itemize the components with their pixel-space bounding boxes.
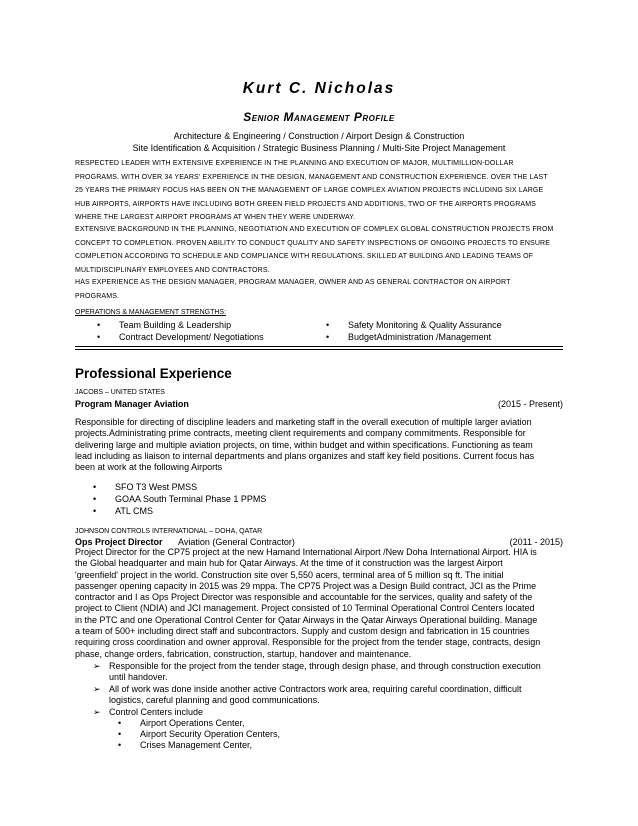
control-center-item: • Airport Security Operation Centers, [118, 729, 281, 739]
arrow-bullet-icon: ➢ [93, 707, 101, 717]
job2-dates: (2011 - 2015) [509, 537, 563, 547]
summary-1-line: PROGRAMS. WITH OVER 34 YEARS' EXPERIENCE IN THE DESIGN, MANAGEMENT AND CONSTRUCTION EXPERIENCE. OVER THE LAST [75, 173, 548, 181]
bullet-icon: • [93, 482, 97, 492]
summary-paragraph-1 [75, 157, 563, 225]
summary-3-line: PROGRAMS. [75, 292, 120, 300]
description-line: project to Client (NDIA) and JCI management. Project consisted of 10 Terminal Operational Control Centers located [75, 603, 535, 614]
job1-role: Program Manager Aviation [75, 399, 189, 409]
strength-item: • Team Building & Leadership [97, 320, 232, 330]
strength-item: • BudgetAdministration /Management [326, 332, 492, 342]
airport-item: • SFO T3 West PMSS [93, 482, 198, 492]
arrow-item: ➢ Control Centers include [93, 707, 204, 717]
description-line: passenger opening capacity in 2015 was 29 mppa. The CP75 Project was a Design Build contract, JCI as the Prime [75, 580, 537, 591]
section-heading-experience: Professional Experience [75, 366, 232, 381]
airport-item: • ATL CMS [93, 506, 154, 516]
job2-role-detail: Aviation (General Contractor) [178, 537, 295, 547]
bullet-icon: • [93, 506, 97, 516]
job1-description [75, 417, 563, 473]
control-center-item: • Airport Operations Center, [118, 718, 245, 728]
profile-title: Senior Management Profile [243, 110, 395, 124]
bullet-icon: • [326, 320, 330, 330]
arrow-item: ➢ All of work was done inside another active Contractors work area, requiring careful coordination, difficult logistics, careful planning and good communications. [93, 684, 522, 706]
job2-description [75, 547, 563, 660]
description-line: a team of 500+ including direct staff and subcontractors. Supply and custom design and fabrication in 15 countries [75, 626, 530, 637]
divider [75, 346, 563, 347]
bullet-icon: • [97, 332, 101, 342]
summary-2-line: CONCEPT TO COMPLETION. PROVEN ABILITY TO CONDUCT QUALITY AND SAFETY INSPECTIONS OF ONGOING PROJECTS TO ENSURE [75, 239, 551, 247]
summary-paragraph-3 [75, 276, 563, 303]
bullet-icon: • [118, 729, 122, 739]
strength-item: • Contract Development/ Negotiations [97, 332, 264, 342]
description-line: Responsible for directing of discipline leaders and marketing staff in the overall execution of multiple larger aviation [75, 417, 532, 427]
description-line: the Global headquarter and main hub for Qatar Airways. At the time of it construction was the largest Airport [75, 558, 503, 569]
strengths-heading: OPERATIONS & MANAGEMENT STRENGTHS: [75, 309, 227, 316]
summary-1-line: 25 YEARS THE PRIMARY FOCUS HAS BEEN ON THE MANAGEMENT OF LARGE COMPLEX AVIATION PROJECTS INCLUDING SIX LARGE [75, 187, 544, 194]
divider [75, 349, 563, 350]
description-line: contractor and I as Ops Project Director was responsible and accountable for the services, quality and safety of the [75, 592, 533, 603]
bullet-icon: • [118, 740, 122, 750]
description-line: been at work at the following Airports [75, 462, 223, 473]
strength-item: • Safety Monitoring & Quality Assurance [326, 320, 502, 330]
bullet-icon: • [118, 718, 122, 728]
disciplines-line-2: Site Identification & Acquisition / Strategic Business Planning / Multi-Site Project Management [132, 143, 506, 153]
summary-3-line: HAS EXPERIENCE AS THE DESIGN MANAGER, PROGRAM MANAGER, OWNER AND AS GENERAL CONTRACTOR ON AIRPORT [75, 279, 511, 286]
description-line: 'greenfield' project in the world. Construction site over 5,550 acers, terminal area of 5 million sq ft. The initial [75, 569, 504, 580]
bullet-icon: • [93, 494, 97, 504]
arrow-bullet-icon: ➢ [93, 684, 101, 694]
summary-2-line: EXTENSIVE BACKGROUND IN THE PLANNING, NEGOTIATION AND EXECUTION OF COMPLEX GLOBAL CONSTRUCTION PROJECTS FROM [75, 226, 554, 233]
candidate-name: Kurt C. Nicholas [242, 80, 396, 97]
description-line: lead including as liaison to internal departments and plans organizes and staff key field positions. Current focus has [75, 450, 535, 461]
airport-item: • GOAA South Terminal Phase 1 PPMS [93, 494, 267, 504]
description-line: in the PTC and one Operational Control Center for Qatar Airways in the Qatar Airways Operational building. Manage [75, 614, 538, 625]
disciplines-line-1: Architecture & Engineering / Construction / Airport Design & Construction [173, 131, 465, 141]
job1-employer: JACOBS – UNITED STATES [75, 389, 165, 396]
description-line: requiring cross coordination and owner approval. Responsible for the project from the tender stage, contracts, design [75, 637, 541, 648]
arrow-item: ➢ Responsible for the project from the tender stage, through design phase, and through construction execution until handover. [93, 661, 541, 683]
job2-role: Ops Project Director [75, 537, 163, 547]
job1-dates: (2015 - Present) [497, 399, 563, 409]
summary-2-line: COMPLETION ACCORDING TO SCHEDULE AND COMPLIANCE WITH REGULATIONS. SKILLED AT BUILDING AND LEADING TEAMS OF [75, 253, 534, 260]
summary-1-line: WHERE THE LARGEST AIRPORT PROGRAMS AT WHEN THEY WERE UNDERWAY. [75, 214, 356, 221]
summary-1-line: HUB AIRPORTS, AIRPORTS HAVE INCLUDING BOTH GREEN FIELD PROJECTS AND ADDITIONS, TWO OF THE AIRPORTS PROGRAMS [75, 200, 537, 208]
summary-2-line: MULTIDISCIPLINARY EMPLOYEES AND CONTRACTORS. [75, 266, 270, 274]
description-line: phase, change orders, fabrication, construction, startup, handover and maintenance. [75, 648, 412, 659]
description-line: projects.Administrating prime contracts, meeting client requirements and company commitments. Responsible for [75, 428, 526, 439]
summary-1-line: RESPECTED LEADER WITH EXTENSIVE EXPERIENCE IN THE PLANNING AND EXECUTION OF MAJOR, MULTIMILLION-DOLLAR [75, 160, 514, 167]
control-center-item: • Crises Management Center, [118, 740, 253, 750]
description-line: Project Director for the CP75 project at the new Hamand International Airport /New Doha International Airport. HIA is [75, 547, 537, 557]
arrow-bullet-icon: ➢ [93, 661, 101, 671]
summary-paragraph-2 [75, 223, 563, 277]
description-line: delivering large and multiple aviation projects, on time, within budget and within specifications. Functioning as team [75, 439, 533, 450]
bullet-icon: • [326, 332, 330, 342]
bullet-icon: • [97, 320, 101, 330]
job2-employer: JOHNSON CONTROLS INTERNATIONAL – DOHA, QATAR [75, 528, 263, 535]
